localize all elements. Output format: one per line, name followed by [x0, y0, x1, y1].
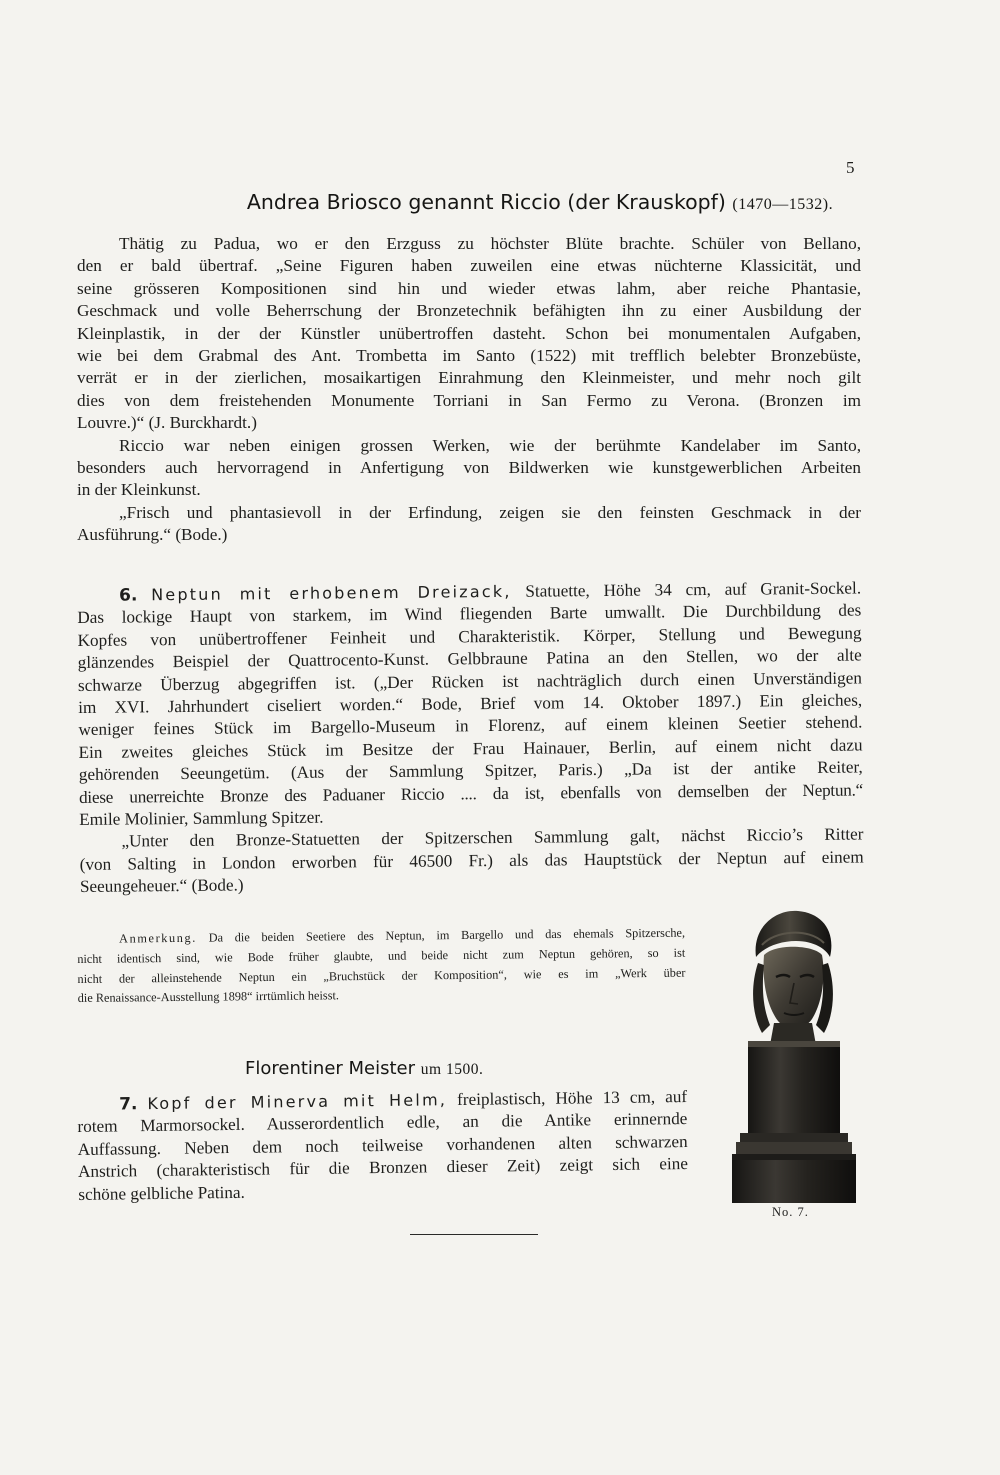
text-line: Riccio war neben einigen grossen Werken, wie der berühmte Kandelaber im Santo,: [119, 435, 861, 455]
text-line: (von Salting in London erworben für 46500 Fr.) als das Hauptstück der Neptun auf einem: [79, 847, 864, 874]
text-line: verrät er in der zierlichen, mosaikartigen Einrahmung den Kleinmeister, und mehr noch gilt: [77, 368, 861, 388]
text-line: besonders auch hervorragend in Anfertigung von Bildwerken wie kunstgewerblichen Arbeiten: [77, 458, 861, 478]
note-line: nicht der alleinstehende Neptun ein „Bruchstück der Komposition“, wie es im „Werk über: [77, 965, 686, 986]
text-line: Auffassung. Neben dem noch teilweise vorhandenen alten schwarzen: [77, 1131, 688, 1159]
text-line: rotem Marmorsockel. Ausserordentlich edle, an die Antike erinnernde: [77, 1109, 688, 1137]
section-heading-florentiner: [245, 1058, 483, 1079]
note-text: Da die beiden Seetiere des Neptun, im Bargello und das ehemals Spitzersche,: [208, 925, 686, 945]
section-dates: um 1500.: [420, 1061, 484, 1078]
text-line: Emile Molinier, Sammlung Spitzer.: [79, 807, 324, 830]
catalogue-entry-7: [77, 1086, 688, 1206]
minerva-bust-photo: [718, 905, 864, 1203]
text-line: Ein zweites gleiches Stück im Besitze der Frau Hainauer, Berlin, auf einem nicht dazu: [78, 735, 863, 762]
figure-caption: No. 7.: [772, 1205, 809, 1219]
text-line: Ausführung.“ (Bode.): [77, 525, 228, 545]
entry-heading-rest: freiplastisch, Höhe 13 cm, auf: [456, 1087, 688, 1110]
section-title: Andrea Briosco genannt Riccio (der Krauskopf): [246, 190, 726, 214]
text-line: gehörenden Seeungetüm. (Aus der Sammlung Spitzer, Paris.) „Da ist der antike Reiter,: [78, 757, 863, 785]
footnote: [77, 924, 686, 1010]
section-dates: (1470—1532).: [732, 196, 834, 213]
entry-title: Neptun mit erhobenem Dreizack,: [151, 581, 512, 605]
text-line: Seeungeheuer.“ (Bode.): [79, 875, 244, 897]
text-line: Geschmack und volle Beherrschung der Bronzetechnik befähigten ihn zu einer Ausbildung der: [77, 301, 861, 321]
text-line: weniger feines Stück im Bargello-Museum in Florenz, auf einem kleinen Seetier stehend.: [78, 712, 863, 740]
page-number: 5: [846, 158, 855, 177]
riccio-biography: [77, 233, 861, 547]
closing-rule: [410, 1234, 538, 1235]
text-line: „Unter den Bronze-Statuetten der Spitzerschen Sammlung galt, nächst Riccio’s Ritter: [121, 824, 864, 852]
text-line: schwarze Überzug abgegriffen ist. („Der Rücken ist nachträglich durch einen Unverständigen: [77, 668, 863, 695]
text-line: Thätig zu Padua, wo er den Erzguss zu höchster Blüte brachte. Schüler von Bellano,: [119, 234, 861, 253]
text-line: „Frisch und phantasievoll in der Erfindung, zeigen sie den feinsten Geschmack in der: [119, 502, 861, 522]
text-line: Kleinplastik, in der der Künstler unübertroffen dasteht. Schon bei monumentalen Aufgaben,: [77, 323, 861, 343]
text-line: den er bald übertraf. „Seine Figuren haben zuweilen eine etwas nüchterne Klassicität, und: [77, 256, 861, 276]
note-line: nicht identisch sind, wie Bode früher glaubte, und beide nicht zum Neptun gehören, so ist: [77, 945, 686, 966]
text-line: diese unerreichte Bronze des Paduaner Riccio .... da ist, ebenfalls von demselben der Neptun.“: [78, 780, 864, 807]
text-line: im XVI. Jahrhundert ciseliert worden.“ Bode, Brief vom 14. Oktober 1897.) Ein gleiches,: [78, 690, 863, 718]
catalogue-entry-6: [77, 577, 864, 898]
text-line: schöne gelbliche Patina.: [78, 1182, 245, 1204]
text-line: seine grösseren Kompositionen sind hin und wieder etwas lahm, aber reiche Phantasie,: [77, 278, 861, 298]
note-label: Anmerkung.: [119, 930, 197, 946]
entry-heading-rest: Statuette, Höhe 34 cm, auf Granit-Sockel.: [525, 578, 862, 601]
section-heading-riccio: [0, 190, 1000, 214]
text-line: Kopfes von unübertroffener Feinheit und Charakteristik. Körper, Stellung und Bewegung: [77, 623, 862, 650]
entry-title: Kopf der Minerva mit Helm,: [147, 1090, 448, 1114]
minerva-bust-illustration: [718, 905, 864, 1203]
text-line: Anstrich (charakteristisch für die Bronzen dieser Zeit) zeigt sich eine: [77, 1154, 689, 1182]
entry-number: 7.: [119, 1094, 138, 1115]
text-line: in der Kleinkunst.: [77, 480, 201, 500]
text-line: Das lockige Haupt von starkem, im Wind fliegenden Barte umwallt. Die Durchbildung des: [77, 600, 862, 628]
section-title: Florentiner Meister: [245, 1058, 416, 1079]
text-line: Louvre.)“ (J. Burckhardt.): [77, 413, 257, 433]
entry-number: 6.: [119, 585, 138, 606]
note-line: die Renaissance-Ausstellung 1898“ irrtümlich heisst.: [77, 988, 340, 1006]
text-line: dies von dem freistehenden Monumente Torriani in San Fermo zu Verona. (Bronzen im: [77, 390, 861, 410]
text-line: glänzendes Beispiel der Quattrocento-Kunst. Gelbbraune Patina an den Stellen, wo der alte: [77, 645, 862, 673]
text-line: wie bei dem Grabmal des Ant. Trombetta im Santo (1522) mit trefflich belebter Bronzebüste,: [77, 346, 861, 366]
